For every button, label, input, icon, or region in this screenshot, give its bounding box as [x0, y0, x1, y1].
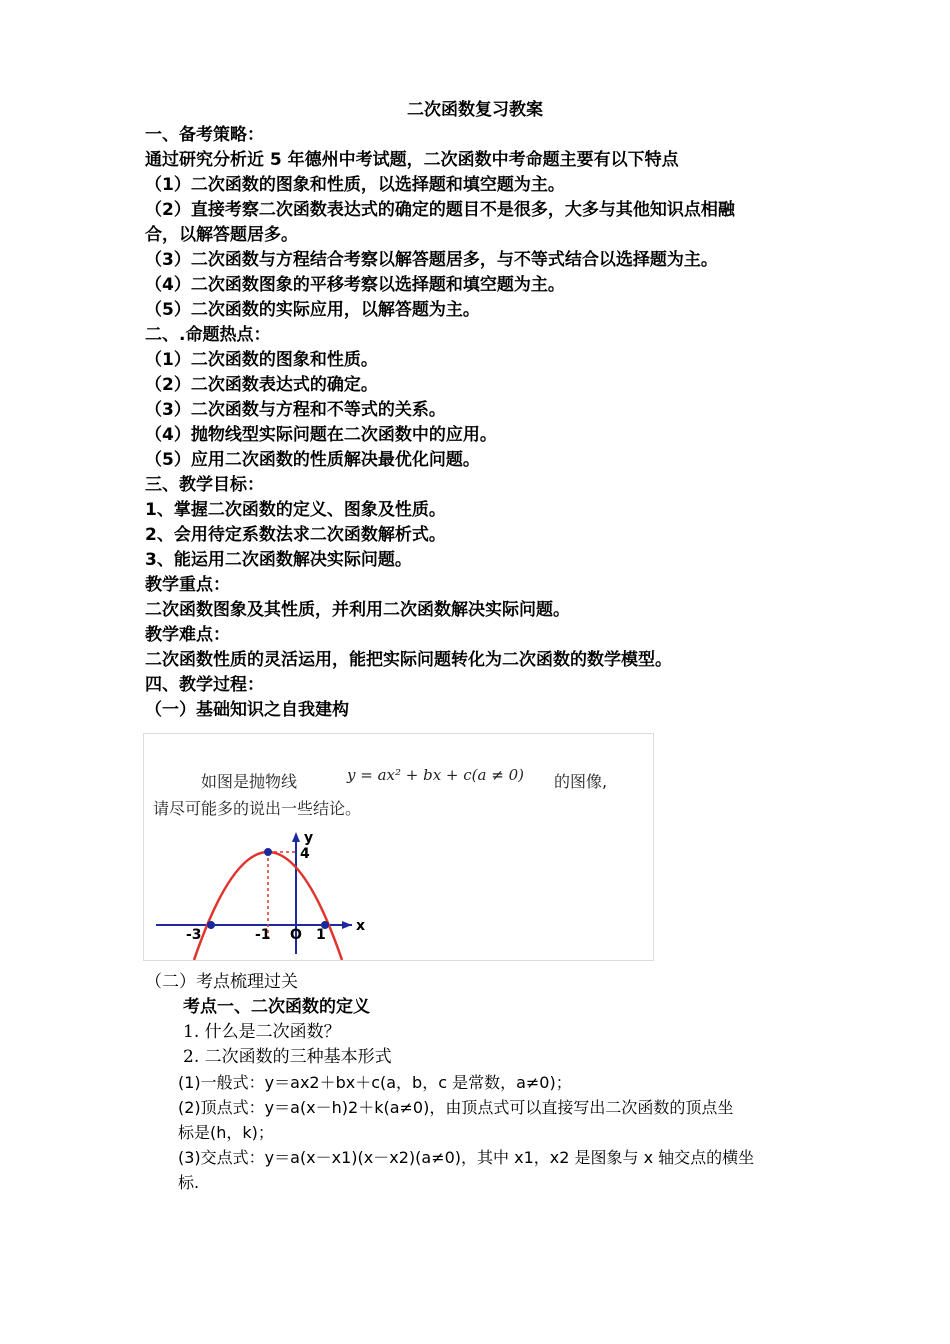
subsection-basic-knowledge: （一）基础知识之自我建构 [145, 700, 349, 720]
key-points-label: 教学重点： [145, 575, 230, 595]
figure-prompt-prefix: 如图是抛物线 [201, 772, 298, 791]
question-1: 1. 什么是二次函数？ [183, 1022, 341, 1042]
hotspot-item: （4）抛物线型实际问题在二次函数中的应用。 [145, 425, 497, 445]
tick-label-minus1: -1 [255, 927, 271, 943]
strategy-item: （1）二次函数的图象和性质，以选择题和填空题为主。 [145, 175, 565, 195]
key-points-text: 二次函数图象及其性质，并利用二次函数解决实际问题。 [145, 600, 570, 620]
y-axis-arrow-icon [292, 832, 300, 842]
x-axis-arrow-icon [342, 921, 352, 929]
strategy-item: （4）二次函数图象的平移考察以选择题和填空题为主。 [145, 275, 565, 295]
hotspot-item: （2）二次函数表达式的确定。 [145, 375, 378, 395]
hotspot-item: （3）二次函数与方程和不等式的关系。 [145, 400, 446, 420]
hotspot-item: （1）二次函数的图象和性质。 [145, 350, 378, 370]
strategy-item: （2）直接考察二次函数表达式的确定的题目不是很多，大多与其他知识点相融 [145, 200, 735, 220]
exam-point-1-heading: 考点一、二次函数的定义 [183, 997, 370, 1017]
vertex-form-continued: 标是(h，k)； [178, 1123, 274, 1142]
section-heading-strategy: 一、备考策略： [145, 125, 264, 145]
goal-item: 3、能运用二次函数解决实际问题。 [145, 550, 412, 570]
document-title: 二次函数复习教案 [407, 100, 543, 120]
root-point-left [207, 921, 215, 929]
tick-label-4: 4 [300, 846, 310, 862]
difficult-points-label: 教学难点： [145, 625, 230, 645]
parabola-figure [143, 733, 654, 961]
intercept-form: (3)交点式：y＝a(x－x1)(x－x2)(a≠0)，其中 x1，x2 是图象与 x 轴交点的横坐 [178, 1148, 755, 1167]
tick-label-minus3: -3 [186, 927, 202, 943]
y-axis-label: y [304, 830, 314, 846]
goal-item: 2、会用待定系数法求二次函数解析式。 [145, 525, 446, 545]
tick-label-1: 1 [316, 927, 326, 943]
vertex-form: (2)顶点式：y＝a(x－h)2＋k(a≠0)，由顶点式可以直接写出二次函数的顶点坐 [178, 1098, 734, 1117]
question-2: 2. 二次函数的三种基本形式 [183, 1047, 392, 1067]
goal-item: 1、掌握二次函数的定义、图象及性质。 [145, 500, 446, 520]
difficult-points-text: 二次函数性质的灵活运用，能把实际问题转化为二次函数的数学模型。 [145, 650, 672, 670]
figure-prompt-suffix: 的图像, [554, 772, 608, 791]
section-heading-goals: 三、教学目标： [145, 475, 264, 495]
figure-prompt-line2: 请尽可能多的说出一些结论。 [153, 799, 362, 818]
strategy-item-continued: 合，以解答题居多。 [145, 225, 298, 245]
section-heading-hotspots: 二、.命题热点： [145, 325, 271, 345]
section-heading-process: 四、教学过程： [145, 675, 264, 695]
strategy-item: （3）二次函数与方程结合考察以解答题居多，与不等式结合以选择题为主。 [145, 250, 718, 270]
x-axis-label: x [356, 918, 366, 934]
intercept-form-continued: 标. [178, 1173, 200, 1192]
general-form: (1)一般式：y＝ax2＋bx＋c(a，b，c 是常数，a≠0)； [178, 1073, 572, 1092]
parabola-graph [144, 734, 653, 960]
origin-label: O [290, 927, 302, 943]
hotspot-item: （5）应用二次函数的性质解决最优化问题。 [145, 450, 480, 470]
vertex-point [264, 848, 272, 856]
subsection-exam-points: （二）考点梳理过关 [145, 972, 298, 992]
figure-formula: y = ax² + bx + c(a ≠ 0) [347, 766, 524, 784]
strategy-intro: 通过研究分析近 5 年德州中考试题，二次函数中考命题主要有以下特点 [145, 150, 679, 170]
strategy-item: （5）二次函数的实际应用，以解答题为主。 [145, 300, 480, 320]
